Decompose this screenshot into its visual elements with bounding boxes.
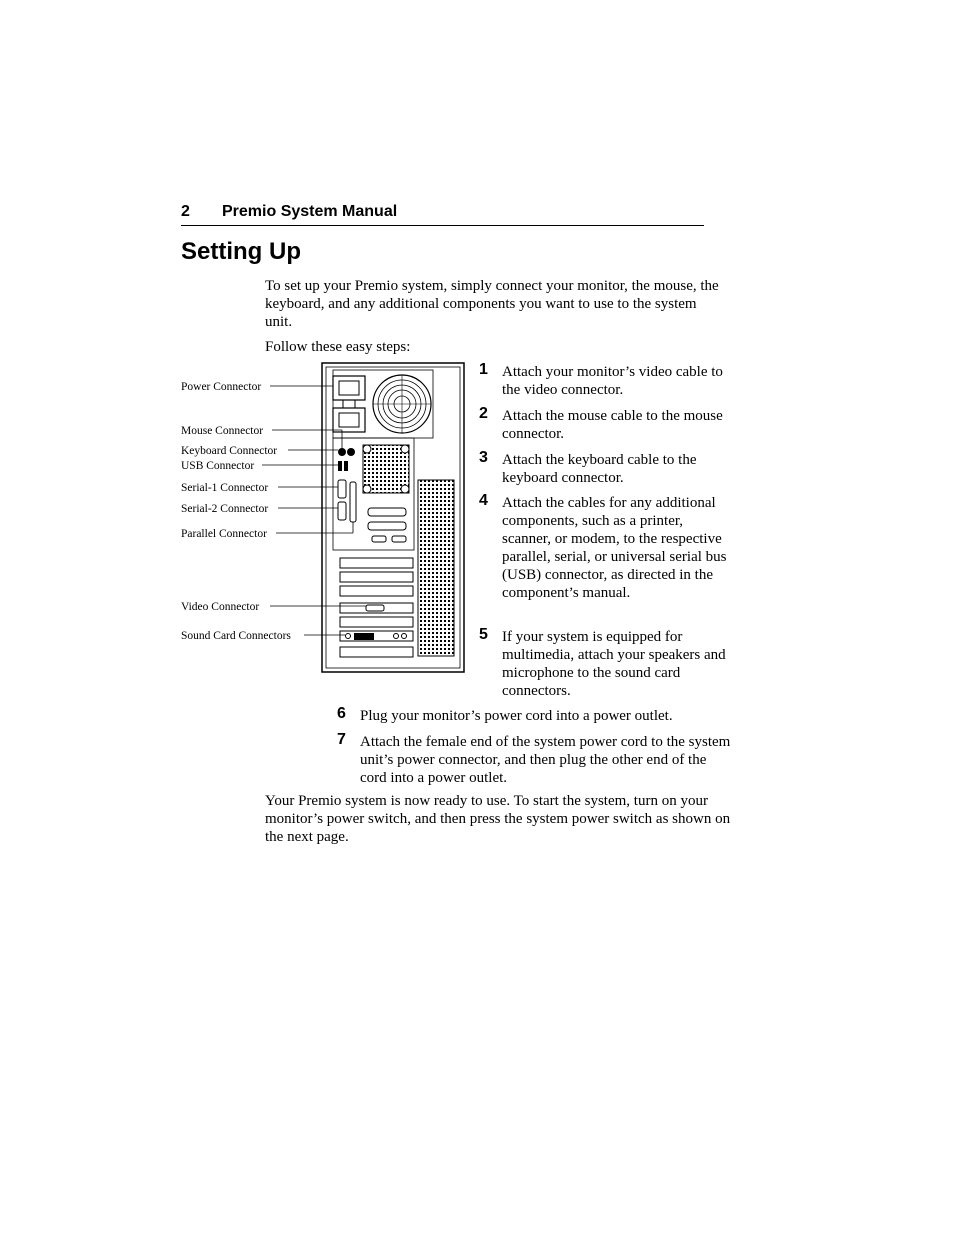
section-title: Setting Up [181,238,301,265]
step-text: If your system is equipped for multimedia, attach your speakers and microphone to the sound card connectors. [502,629,726,699]
step-number: 3 [479,449,488,466]
page-number: 2 [181,203,190,220]
step-text: Attach your monitor’s video cable to the video connector. [502,364,723,398]
power-connector-icon [333,376,365,432]
manual-title: Premio System Manual [222,203,398,220]
side-vent-icon [418,480,454,656]
label-serial1-connector: Serial-1 Connector [181,482,269,494]
closing-paragraph: Your Premio system is now ready to use. To start the system, turn on your monitor’s power switch, and then press the system power switch as shown on the next page. [265,793,731,845]
serial-ports-icon [338,480,346,520]
step-text: Attach the cables for any additional components, such as a printer, scanner, or modem, to the respective parallel, serial, or universal serial bus (USB) connector, as directed in the component’s manual. [502,495,727,601]
label-parallel-connector: Parallel Connector [181,528,267,540]
step-number: 4 [479,492,488,509]
usb-ports-icon [338,461,348,471]
label-video-connector: Video Connector [181,601,260,613]
fan-icon [373,375,431,433]
step-text: Attach the mouse cable to the mouse connector. [502,408,723,442]
label-keyboard-connector: Keyboard Connector [181,445,278,457]
step-number: 2 [479,405,488,422]
label-sound-card-connectors: Sound Card Connectors [181,630,291,642]
step-text: Attach the female end of the system power cord to the system unit’s power connector, and then plug the other end of the cord into a power outlet. [360,734,731,786]
step-number: 6 [337,705,346,722]
follow-steps-text: Follow these easy steps: [265,339,411,355]
step-number: 5 [479,626,488,643]
parallel-port-icon [350,482,356,522]
step-text: Plug your monitor’s power cord into a power outlet. [360,708,673,724]
intro-paragraph: To set up your Premio system, simply connect your monitor, the mouse, the keyboard, and any additional components you want to use to the system unit. [265,278,719,330]
mouse-keyboard-ports-icon [338,448,355,456]
label-usb-connector: USB Connector [181,460,255,472]
expansion-slots [340,558,413,657]
label-power-connector: Power Connector [181,381,262,393]
step-text: Attach the keyboard cable to the keyboard connector. [502,452,697,486]
label-serial2-connector: Serial-2 Connector [181,503,269,515]
step-number: 7 [337,731,346,748]
label-mouse-connector: Mouse Connector [181,425,264,437]
onboard-connectors-icon [368,508,406,542]
step-number: 1 [479,361,488,378]
motherboard-vent-icon [363,445,409,493]
